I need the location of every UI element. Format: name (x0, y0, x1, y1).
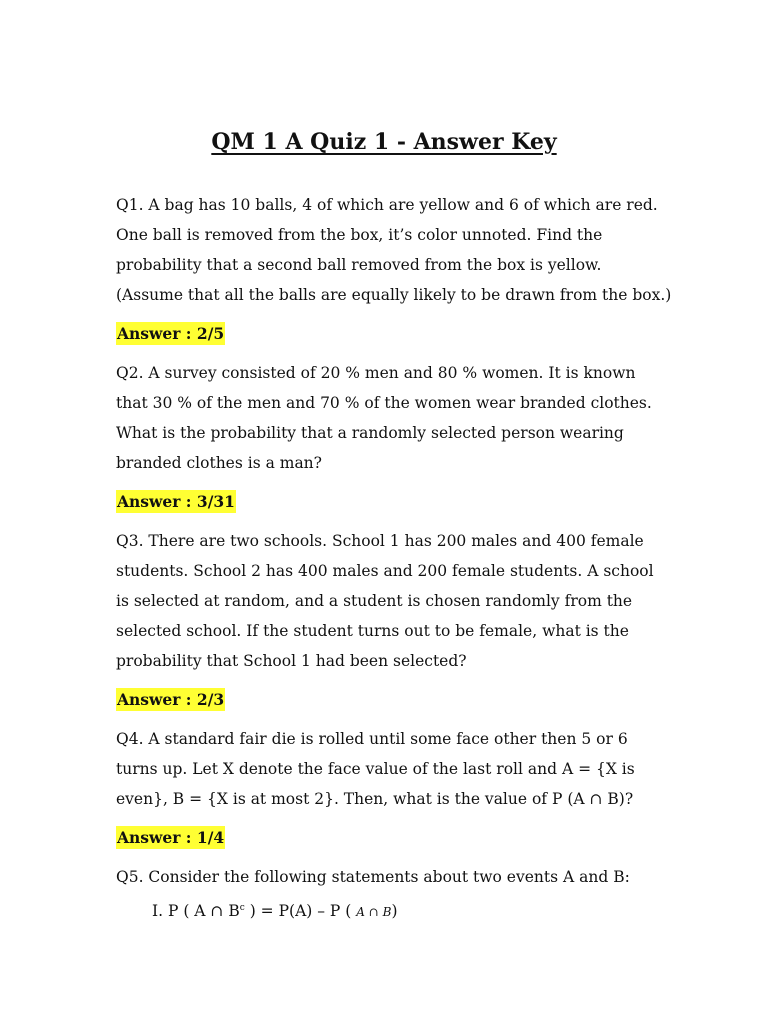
document-body (116, 190, 676, 927)
q5-statement-1: I. P ( A ∩ $B^c$ ) = P(A) – P ( A ∩ B) (152, 902, 398, 920)
question-line: that 30 % of the men and 70 % of the women wear branded clothes. (116, 394, 652, 412)
question-line: Q4. A standard fair die is rolled until some face other then 5 or 6 (116, 730, 628, 748)
question-3 (116, 526, 676, 676)
question-line: selected school. If the student turns out to be female, what is the (116, 622, 629, 640)
question-1 (116, 190, 676, 310)
question-line: branded clothes is a man? (116, 454, 322, 472)
complement-superscript: c (239, 902, 245, 913)
answer-4: Answer : 1/4 (117, 828, 225, 847)
answer-2: Answer : 3/31 (117, 492, 235, 511)
question-line: Q2. A survey consisted of 20 % men and 80 % women. It is known (116, 364, 636, 382)
answer-1: Answer : 2/5 (117, 324, 225, 343)
question-line: turns up. Let X denote the face value of the last roll and A = {X is (116, 760, 635, 778)
question-4 (116, 724, 676, 814)
answer-3: Answer : 2/3 (117, 690, 225, 709)
question-line: students. School 2 has 400 males and 200 female students. A school (116, 562, 654, 580)
question-line: probability that a second ball removed from the box is yellow. (116, 256, 602, 274)
question-line: One ball is removed from the box, it’s color unnoted. Find the (116, 226, 603, 244)
question-5 (116, 862, 676, 892)
question-line: What is the probability that a randomly selected person wearing (116, 424, 624, 442)
question-line: even}, B = {X is at most 2}. Then, what is the value of P (A ∩ B)? (116, 790, 634, 808)
question-line: (Assume that all the balls are equally likely to be drawn from the box.) (116, 286, 672, 304)
intersection-expression: A ∩ B (356, 905, 392, 919)
question-line: Q3. There are two schools. School 1 has 200 males and 400 female (116, 532, 644, 550)
question-line: probability that School 1 had been selected? (116, 652, 467, 670)
page-title: QM 1 A Quiz 1 - Answer Key (211, 129, 557, 155)
question-line: Q5. Consider the following statements about two events A and B: (116, 868, 630, 886)
question-2 (116, 358, 676, 478)
question-line: Q1. A bag has 10 balls, 4 of which are yellow and 6 of which are red. (116, 196, 658, 214)
question-line: is selected at random, and a student is chosen randomly from the (116, 592, 633, 610)
